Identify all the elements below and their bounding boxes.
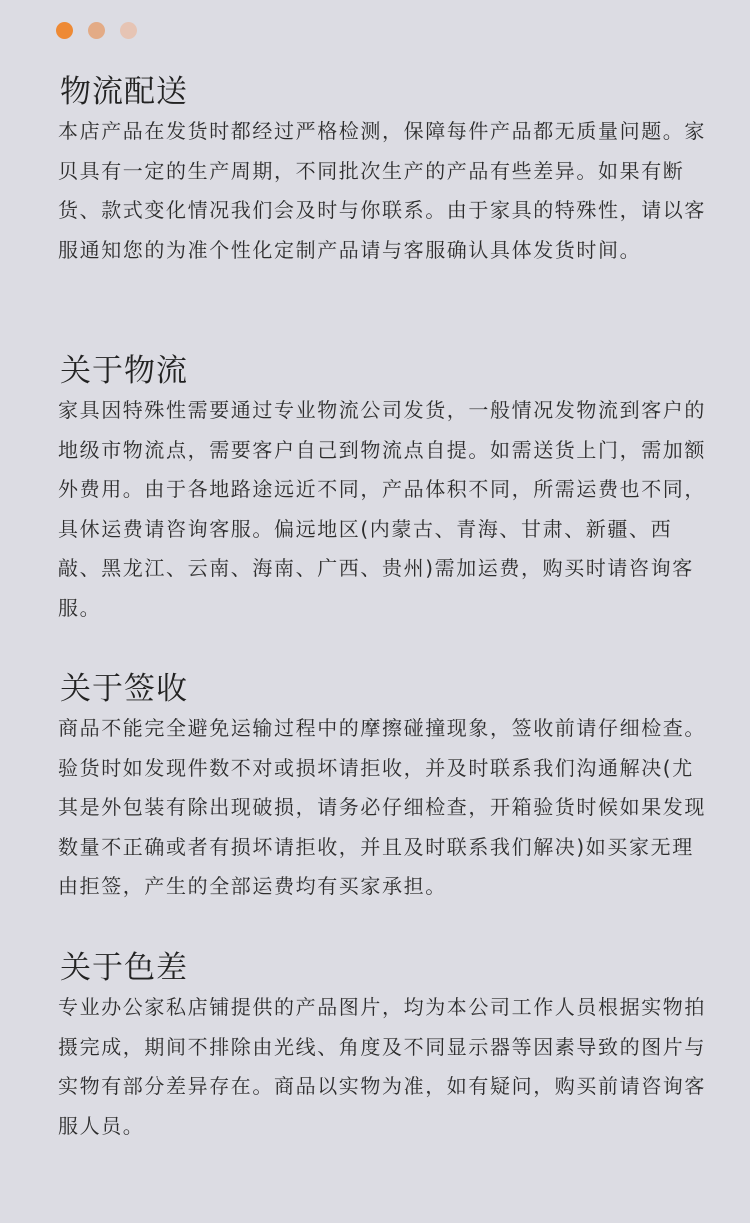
section-title: 关于签收 xyxy=(60,671,188,707)
page-dot[interactable] xyxy=(120,22,137,39)
section-about-signing xyxy=(58,669,708,907)
pagination-dots xyxy=(56,22,137,39)
page-dot-active[interactable] xyxy=(56,22,73,39)
section-about-logistics xyxy=(58,351,708,628)
section-title: 关于物流 xyxy=(60,353,188,389)
page-dot[interactable] xyxy=(88,22,105,39)
section-about-color-difference xyxy=(58,948,708,1146)
section-title: 物流配送 xyxy=(60,74,188,110)
section-title: 关于色差 xyxy=(60,950,188,986)
section-body: 专业办公家私店铺提供的产品图片，均为本公司工作人员根据实物拍摄完成，期间不排除由光线、角度及不同显示器等因素导致的图片与实物有部分差异存在。商品以实物为准，如有疑问，购买前请咨询客服人员。 xyxy=(58,995,706,1138)
section-body: 商品不能完全避免运输过程中的摩擦碰撞现象，签收前请仔细检查。验货时如发现件数不对或损坏请拒收，并及时联系我们沟通解决(尤其是外包装有除出现破损，请务必仔细检查，开箱验货时候如果发现数量不正确或者有损坏请拒收，并且及时联系我们解决)如买家无理由拒签，产生的全部运费均有买家承担。 xyxy=(58,716,706,898)
section-logistics-delivery xyxy=(58,72,708,270)
section-body: 本店产品在发货时都经过严格检测，保障每件产品都无质量问题。家贝具有一定的生产周期，不同批次生产的产品有些差异。如果有断货、款式变化情况我们会及时与你联系。由于家具的特殊性，请以客服通知您的为准个性化定制产品请与客服确认具体发货时间。 xyxy=(58,119,706,262)
section-body: 家具因特殊性需要通过专业物流公司发货，一般情况发物流到客户的地级市物流点，需要客户自己到物流点自提。如需送货上门，需加额外费用。由于各地路途远近不同，产品体积不同，所需运费也不同，具休运费请咨询客服。偏远地区(内蒙古、青海、甘肃、新疆、西敲、黑龙江、云南、海南、广西、贵州)需加运费，购买时请咨询客服。 xyxy=(58,398,706,620)
